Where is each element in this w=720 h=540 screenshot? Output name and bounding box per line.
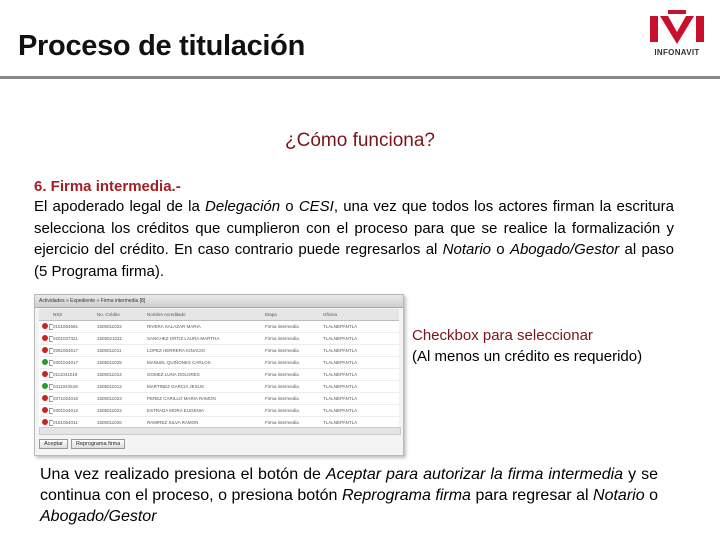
status-dot-icon — [42, 323, 48, 329]
table-row[interactable] — [39, 345, 399, 357]
checkbox-callout — [412, 325, 642, 367]
cell-credito: 1505011022 — [97, 324, 122, 329]
cell-credito: 1505011026 — [97, 420, 122, 425]
slide-title: Proceso de titulación — [18, 30, 305, 62]
cell-credito: 1505021031 — [97, 336, 123, 341]
cell-nss: 0301044012 — [53, 408, 79, 413]
cell-oficina: TLALNEPANTLA — [323, 408, 358, 413]
cell-nombre: RAMIREZ SILVA RAMON — [147, 420, 199, 425]
cell-nss: 0411044518 — [53, 384, 78, 389]
cell-credito: 1505011025 — [97, 360, 122, 365]
cell-oficina: TLALNEPANTLA — [323, 324, 358, 329]
explanation-paragraph: El apoderado legal de la Delegación o CESI, una vez que todos los actores firman la escritura selecciona los créditos que cumplieron con el proceso para que se realice la formalización y ejercicio del crédito. En caso contrario puede regresarlos al Notario o Abogado/Gestor al paso (5 Programa firma). — [34, 198, 674, 280]
cell-nombre: MANUEL QUIÑONES CARLOS — [147, 360, 211, 365]
table-row[interactable] — [39, 393, 399, 405]
cell-nombre: RIVERA SALAZAR MARIA — [147, 324, 201, 329]
callout-line-1: Checkbox para seleccionar — [412, 327, 593, 344]
cell-nss: 0181054011 — [53, 420, 78, 425]
cell-nss: 0151054581 — [53, 324, 79, 329]
cell-etapa: Firma intermedia — [265, 372, 299, 377]
reprogram-button[interactable]: Reprograma firma — [71, 439, 125, 449]
table-row[interactable] — [39, 405, 399, 417]
cell-etapa: Firma intermedia — [265, 420, 299, 425]
cell-nombre: ESTRADA MORA EUGENIA — [147, 408, 205, 413]
cell-nss: 0111041019 — [53, 372, 78, 377]
status-dot-icon — [42, 359, 48, 365]
cell-oficina: TLALNEPANTLA — [323, 360, 358, 365]
cell-credito: 1505011023 — [97, 396, 122, 401]
cell-nombre: GOMEZ LUNA DOLORES — [147, 372, 200, 377]
screenshot-toolbar: Actividades » Expediente » Firma intermedia [8] — [35, 295, 403, 308]
cell-nss: 0201037421 — [53, 336, 79, 341]
cell-nss: 0301044017 — [53, 360, 79, 365]
cell-oficina: TLALNEPANTLA — [323, 336, 358, 341]
infonavit-logo — [646, 8, 708, 64]
status-dot-icon — [42, 335, 48, 341]
slide-subtitle: ¿Cómo funciona? — [285, 130, 435, 151]
cell-credito: 1505011012 — [97, 384, 122, 389]
cell-oficina: TLALNEPANTLA — [323, 372, 358, 377]
callout-line-2: (Al menos un crédito es requerido) — [412, 348, 643, 365]
cell-nombre: LOPEZ HERRERA IGNACIO — [147, 348, 206, 353]
cell-nombre: PEREZ CARILLO MARIA RAMON — [147, 396, 216, 401]
cell-nombre: MARTINEZ GARCIA JESUS — [147, 384, 204, 389]
cell-etapa: Firma intermedia — [265, 408, 299, 413]
cell-etapa: Firma intermedia — [265, 396, 299, 401]
cell-nss: 0371024016 — [53, 396, 79, 401]
credits-grid — [39, 309, 399, 429]
grid-header: NSS No. Crédito Nombre Acreditado Etapa Oficina — [39, 309, 399, 321]
cell-oficina: TLALNEPANTLA — [323, 420, 358, 425]
bottom-paragraph: Una vez realizado presiona el botón de Aceptar para autorizar la firma intermedia y se continua con el proceso, o presiona botón Reprograma firma para regresar al Notario o Abogado/Gestor — [40, 466, 659, 525]
cell-oficina: TLALNEPANTLA — [323, 396, 358, 401]
cell-nombre: SANCHEZ ORTIZ LAURA MARTHA — [147, 336, 220, 341]
cell-etapa: Firma intermedia — [265, 360, 299, 365]
cell-etapa: Firma intermedia — [265, 348, 299, 353]
cell-credito: 1505011014 — [97, 372, 122, 377]
status-dot-icon — [42, 407, 48, 413]
cell-etapa: Firma intermedia — [265, 336, 299, 341]
cell-nss: 0281054517 — [53, 348, 79, 353]
step-heading: 6. Firma intermedia.- — [34, 178, 181, 195]
status-dot-icon — [42, 371, 48, 377]
status-dot-icon — [42, 347, 48, 353]
title-divider — [0, 76, 720, 79]
status-dot-icon — [42, 419, 48, 425]
cell-oficina: TLALNEPANTLA — [323, 384, 358, 389]
cell-credito: 1505011011 — [97, 348, 122, 353]
table-row[interactable] — [39, 381, 399, 393]
table-row[interactable] — [39, 369, 399, 381]
embedded-screenshot — [34, 294, 404, 456]
accept-button[interactable]: Aceptar — [39, 439, 68, 449]
logo-text: INFONAVIT — [654, 48, 700, 57]
table-row[interactable] — [39, 357, 399, 369]
horizontal-scrollbar[interactable] — [39, 427, 401, 435]
status-dot-icon — [42, 395, 48, 401]
cell-oficina: TLALNEPANTLA — [323, 348, 358, 353]
status-dot-icon — [42, 383, 48, 389]
table-row[interactable] — [39, 321, 399, 333]
table-row[interactable] — [39, 333, 399, 345]
cell-etapa: Firma intermedia — [265, 324, 299, 329]
cell-etapa: Firma intermedia — [265, 384, 299, 389]
cell-credito: 1505011022 — [97, 408, 122, 413]
